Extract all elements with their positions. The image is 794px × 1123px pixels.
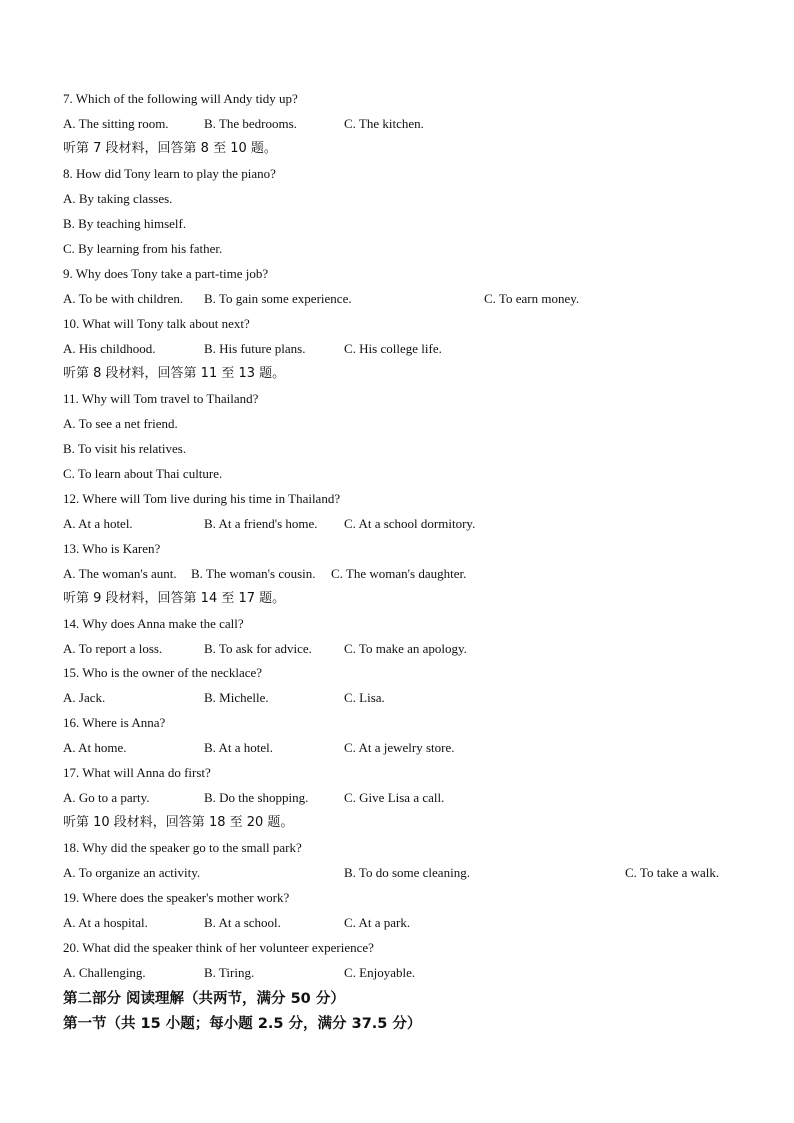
question-11-stem: 11. Why will Tom travel to Thailand? [63, 391, 259, 406]
question-17-options [63, 788, 763, 808]
section-9-instruction: 听第 9 段材料，回答第 14 至 17 题。 [63, 591, 286, 606]
option-b: B. His future plans. [204, 341, 306, 356]
option-c: C. Enjoyable. [344, 965, 416, 980]
option-a: A. The sitting room. [63, 116, 169, 131]
option-a: A. Challenging. [63, 965, 146, 980]
question-8-stem: 8. How did Tony learn to play the piano? [63, 166, 276, 181]
question-19-options [63, 913, 763, 933]
option-b: B. Do the shopping. [204, 790, 309, 805]
option-c: C. At a school dormitory. [344, 516, 476, 531]
question-13-stem: 13. Who is Karen? [63, 541, 161, 556]
question-14-options [63, 639, 763, 659]
question-10-stem: 10. What will Tony talk about next? [63, 316, 250, 331]
question-8-option-a: A. By taking classes. [63, 191, 173, 206]
question-19-stem: 19. Where does the speaker's mother work? [63, 890, 290, 905]
option-b: B. Michelle. [204, 690, 269, 705]
option-b: B. The woman's cousin. [191, 566, 316, 581]
option-b: B. At a hotel. [204, 740, 273, 755]
option-c: C. To earn money. [484, 291, 580, 306]
option-c: C. Lisa. [344, 690, 385, 705]
option-a: A. His childhood. [63, 341, 156, 356]
option-c: C. At a park. [344, 915, 411, 930]
option-a: A. To be with children. [63, 291, 184, 306]
question-17-stem: 17. What will Anna do first? [63, 765, 211, 780]
question-8-option-c: C. By learning from his father. [63, 241, 223, 256]
question-14-stem: 14. Why does Anna make the call? [63, 616, 244, 631]
option-a: A. Go to a party. [63, 790, 150, 805]
section-7-instruction: 听第 7 段材料，回答第 8 至 10 题。 [63, 141, 277, 156]
option-c: C. To make an apology. [344, 641, 467, 656]
option-b: B. At a school. [204, 915, 281, 930]
section-8-instruction: 听第 8 段材料，回答第 11 至 13 题。 [63, 366, 286, 381]
question-20-stem: 20. What did the speaker think of her volunteer experience? [63, 940, 374, 955]
question-18-options [63, 863, 763, 883]
question-16-options [63, 738, 763, 758]
question-8-option-b: B. By teaching himself. [63, 216, 187, 231]
option-a: A. At home. [63, 740, 127, 755]
option-c: C. The kitchen. [344, 116, 424, 131]
option-a: A. At a hotel. [63, 516, 133, 531]
question-15-stem: 15. Who is the owner of the necklace? [63, 665, 263, 680]
option-c: C. Give Lisa a call. [344, 790, 445, 805]
option-c: C. The woman's daughter. [331, 566, 467, 581]
question-18-stem: 18. Why did the speaker go to the small park? [63, 840, 302, 855]
question-16-stem: 16. Where is Anna? [63, 715, 166, 730]
question-12-options [63, 514, 763, 534]
option-b: B. To ask for advice. [204, 641, 312, 656]
option-b: B. At a friend's home. [204, 516, 318, 531]
option-a: A. The woman's aunt. [63, 566, 177, 581]
option-b: B. Tiring. [204, 965, 255, 980]
part-2-section-1-heading: 第一节（共 15 小题；每小题 2.5 分，满分 37.5 分） [63, 1016, 422, 1032]
option-a: A. To report a loss. [63, 641, 163, 656]
part-2-heading: 第二部分 阅读理解（共两节，满分 50 分） [63, 991, 345, 1007]
question-11-option-c: C. To learn about Thai culture. [63, 466, 223, 481]
option-b: B. To do some cleaning. [344, 865, 470, 880]
question-9-options [63, 289, 763, 309]
question-13-options [63, 564, 763, 584]
option-b: B. The bedrooms. [204, 116, 297, 131]
option-c: C. His college life. [344, 341, 442, 356]
question-11-option-a: A. To see a net friend. [63, 416, 178, 431]
question-12-stem: 12. Where will Tom live during his time in Thailand? [63, 491, 341, 506]
question-15-options [63, 688, 763, 708]
option-a: A. At a hospital. [63, 915, 148, 930]
option-c: C. At a jewelry store. [344, 740, 455, 755]
section-10-instruction: 听第 10 段材料，回答第 18 至 20 题。 [63, 815, 294, 830]
option-a: A. To organize an activity. [63, 865, 201, 880]
option-a: A. Jack. [63, 690, 106, 705]
option-c: C. To take a walk. [625, 865, 720, 880]
question-7-options [63, 114, 763, 134]
question-10-options [63, 339, 763, 359]
option-b: B. To gain some experience. [204, 291, 352, 306]
question-11-option-b: B. To visit his relatives. [63, 441, 187, 456]
question-9-stem: 9. Why does Tony take a part-time job? [63, 266, 269, 281]
question-20-options [63, 963, 763, 983]
question-7-stem: 7. Which of the following will Andy tidy up? [63, 91, 298, 106]
